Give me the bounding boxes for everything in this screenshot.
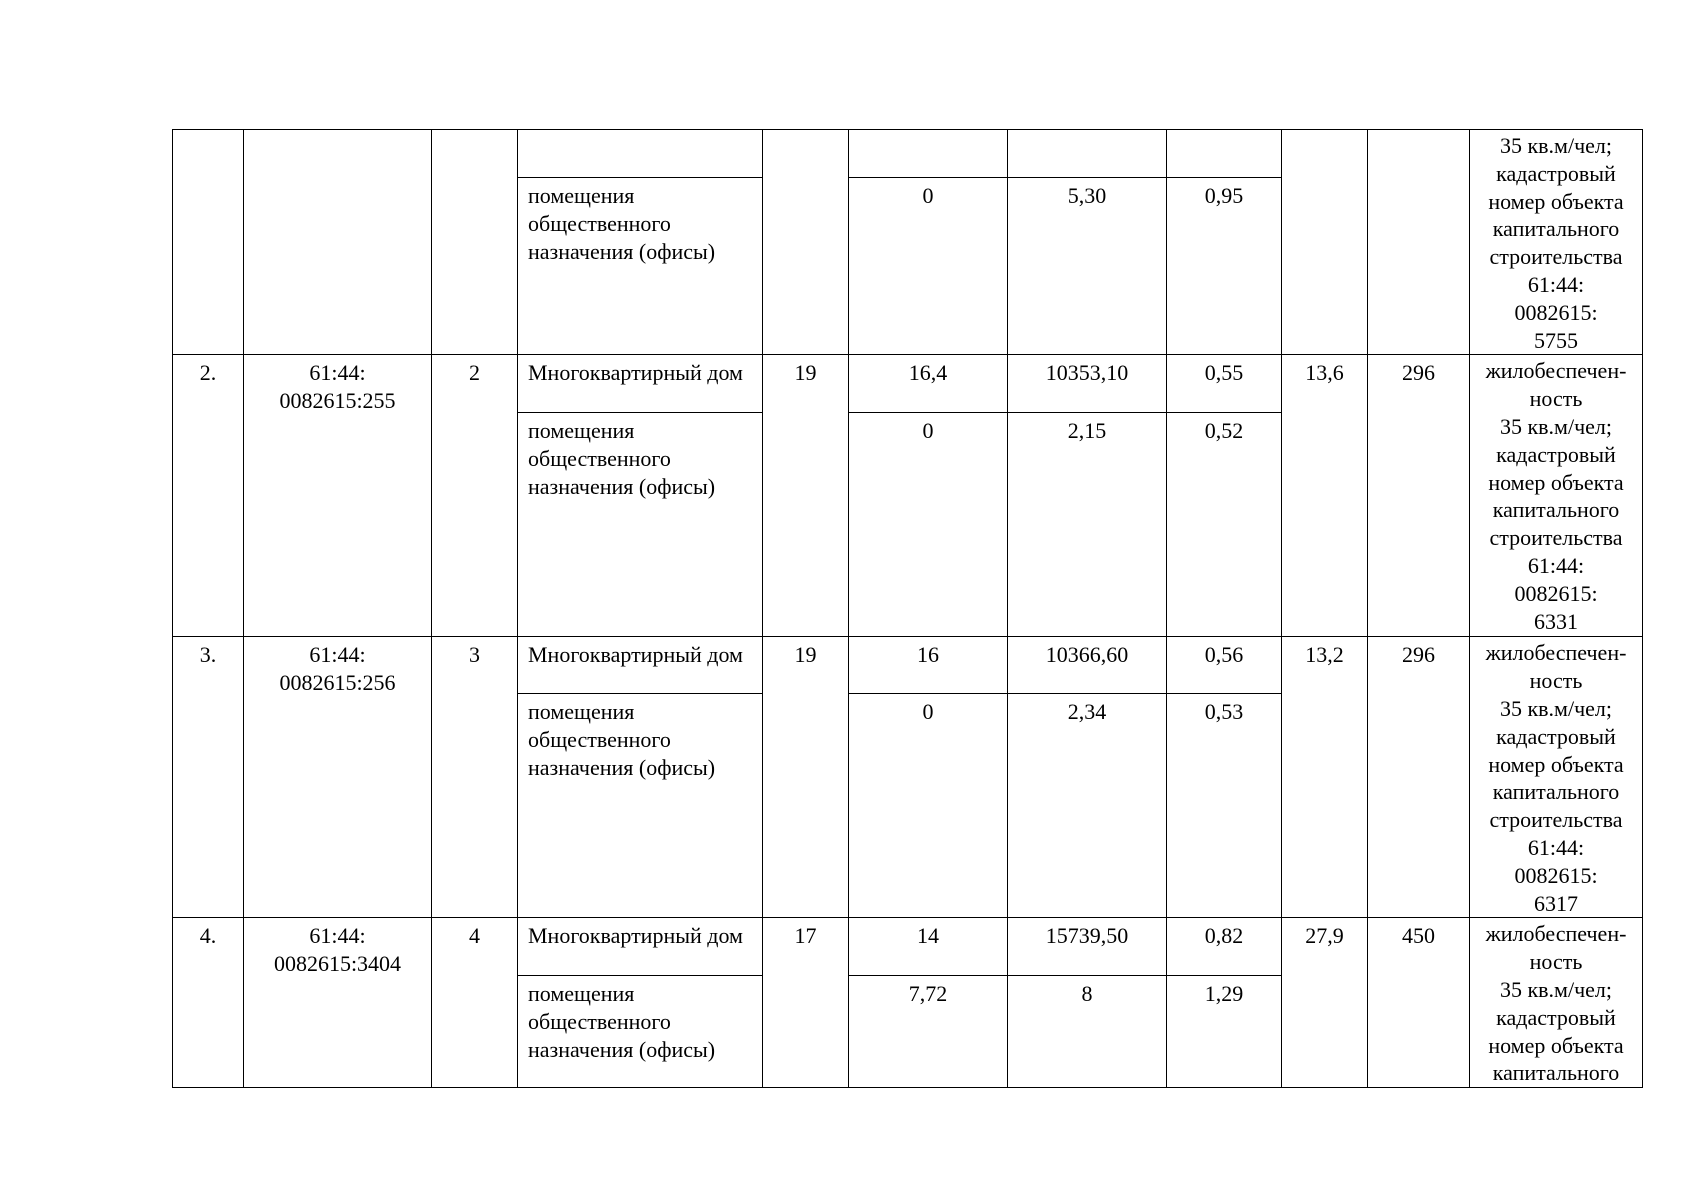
- cell-c11: [1368, 130, 1470, 355]
- cell-c7: 8: [1008, 975, 1167, 1088]
- cell-c8: 0,82: [1167, 918, 1282, 975]
- cell-num: 4.: [173, 918, 244, 1088]
- cell-cadastral: [244, 355, 432, 637]
- cell-c10: 13,2: [1282, 637, 1368, 918]
- cell-c11: 450: [1368, 918, 1470, 1088]
- cell-c7: 2,34: [1008, 694, 1167, 918]
- cell-lot: 3: [432, 637, 518, 918]
- cell-note: жилобеспечен- ность 35 кв.м/чел; кадастровый номер объекта капитального строительства 61:44: 0082615: 6331: [1470, 355, 1643, 637]
- cell-type: Многоквартирный дом: [518, 918, 763, 975]
- cell-c7: 10366,60: [1008, 637, 1167, 694]
- cell-type: Многоквартирный дом: [518, 637, 763, 694]
- cell-c10: 27,9: [1282, 918, 1368, 1088]
- cell-floors: [763, 130, 849, 355]
- cell-c6: 16: [849, 637, 1008, 694]
- cell-c8: 0,95: [1167, 178, 1282, 355]
- cell-lot: 2: [432, 355, 518, 637]
- cell-cadastral: [244, 130, 432, 355]
- cell-c6: 0: [849, 694, 1008, 918]
- cell-c10: [1282, 130, 1368, 355]
- cell-c6: 16,4: [849, 355, 1008, 413]
- cell-c8: 0,53: [1167, 694, 1282, 918]
- cell-floors: 17: [763, 918, 849, 1088]
- land-plots-table: [172, 129, 1643, 1088]
- cell-type: Многоквартирный дом: [518, 355, 763, 413]
- cell-c8: 1,29: [1167, 975, 1282, 1088]
- cadastral-line-1: 61:44:: [309, 642, 366, 668]
- cell-c8: 0,56: [1167, 637, 1282, 694]
- cell-c7: 15739,50: [1008, 918, 1167, 975]
- cell-c7: 5,30: [1008, 178, 1167, 355]
- cell-c6: 0: [849, 178, 1008, 355]
- cell-type: помещения общественного назначения (офисы): [518, 178, 763, 355]
- cell-note: 35 кв.м/чел; кадастровый номер объекта капитального строительства 61:44: 0082615: 5755: [1470, 130, 1643, 355]
- cell-floors: 19: [763, 637, 849, 918]
- cell-c6: 14: [849, 918, 1008, 975]
- cell-c11: 296: [1368, 355, 1470, 637]
- table-row: [173, 355, 1643, 413]
- cell-c7-empty: [1008, 130, 1167, 178]
- cell-c7: 2,15: [1008, 413, 1167, 637]
- cell-type: помещения общественного назначения (офисы): [518, 413, 763, 637]
- cell-num: [173, 130, 244, 355]
- cell-c8: 0,55: [1167, 355, 1282, 413]
- cell-c11: 296: [1368, 637, 1470, 918]
- cell-type: помещения общественного назначения (офисы): [518, 694, 763, 918]
- cadastral-line-1: 61:44:: [309, 923, 366, 949]
- cell-c8-empty: [1167, 130, 1282, 178]
- cadastral-line-2: 0082615:3404: [273, 951, 402, 977]
- cell-note: жилобеспечен- ность 35 кв.м/чел; кадастровый номер объекта капитального строительства 61:44: 0082615: 6317: [1470, 637, 1643, 918]
- cell-c10: 13,6: [1282, 355, 1368, 637]
- cadastral-line-2: 0082615:256: [279, 670, 396, 696]
- cell-c6: 0: [849, 413, 1008, 637]
- cell-num: 2.: [173, 355, 244, 637]
- cell-lot: [432, 130, 518, 355]
- cell-c6: 7,72: [849, 975, 1008, 1088]
- cell-cadastral: [244, 637, 432, 918]
- cell-cadastral: [244, 918, 432, 1088]
- cell-lot: 4: [432, 918, 518, 1088]
- cell-c7: 10353,10: [1008, 355, 1167, 413]
- cell-c8: 0,52: [1167, 413, 1282, 637]
- cell-type: помещения общественного назначения (офисы): [518, 975, 763, 1088]
- table-row: [173, 918, 1643, 975]
- cell-num: 3.: [173, 637, 244, 918]
- table-row: [173, 637, 1643, 694]
- cell-c6-empty: [849, 130, 1008, 178]
- cell-type-empty: [518, 130, 763, 178]
- cadastral-line-2: 0082615:255: [279, 388, 396, 414]
- cell-note: жилобеспечен- ность 35 кв.м/чел; кадастровый номер объекта капитального: [1470, 918, 1643, 1088]
- cell-floors: 19: [763, 355, 849, 637]
- table-row-continuation-top: [173, 130, 1643, 178]
- cadastral-line-1: 61:44:: [309, 360, 366, 386]
